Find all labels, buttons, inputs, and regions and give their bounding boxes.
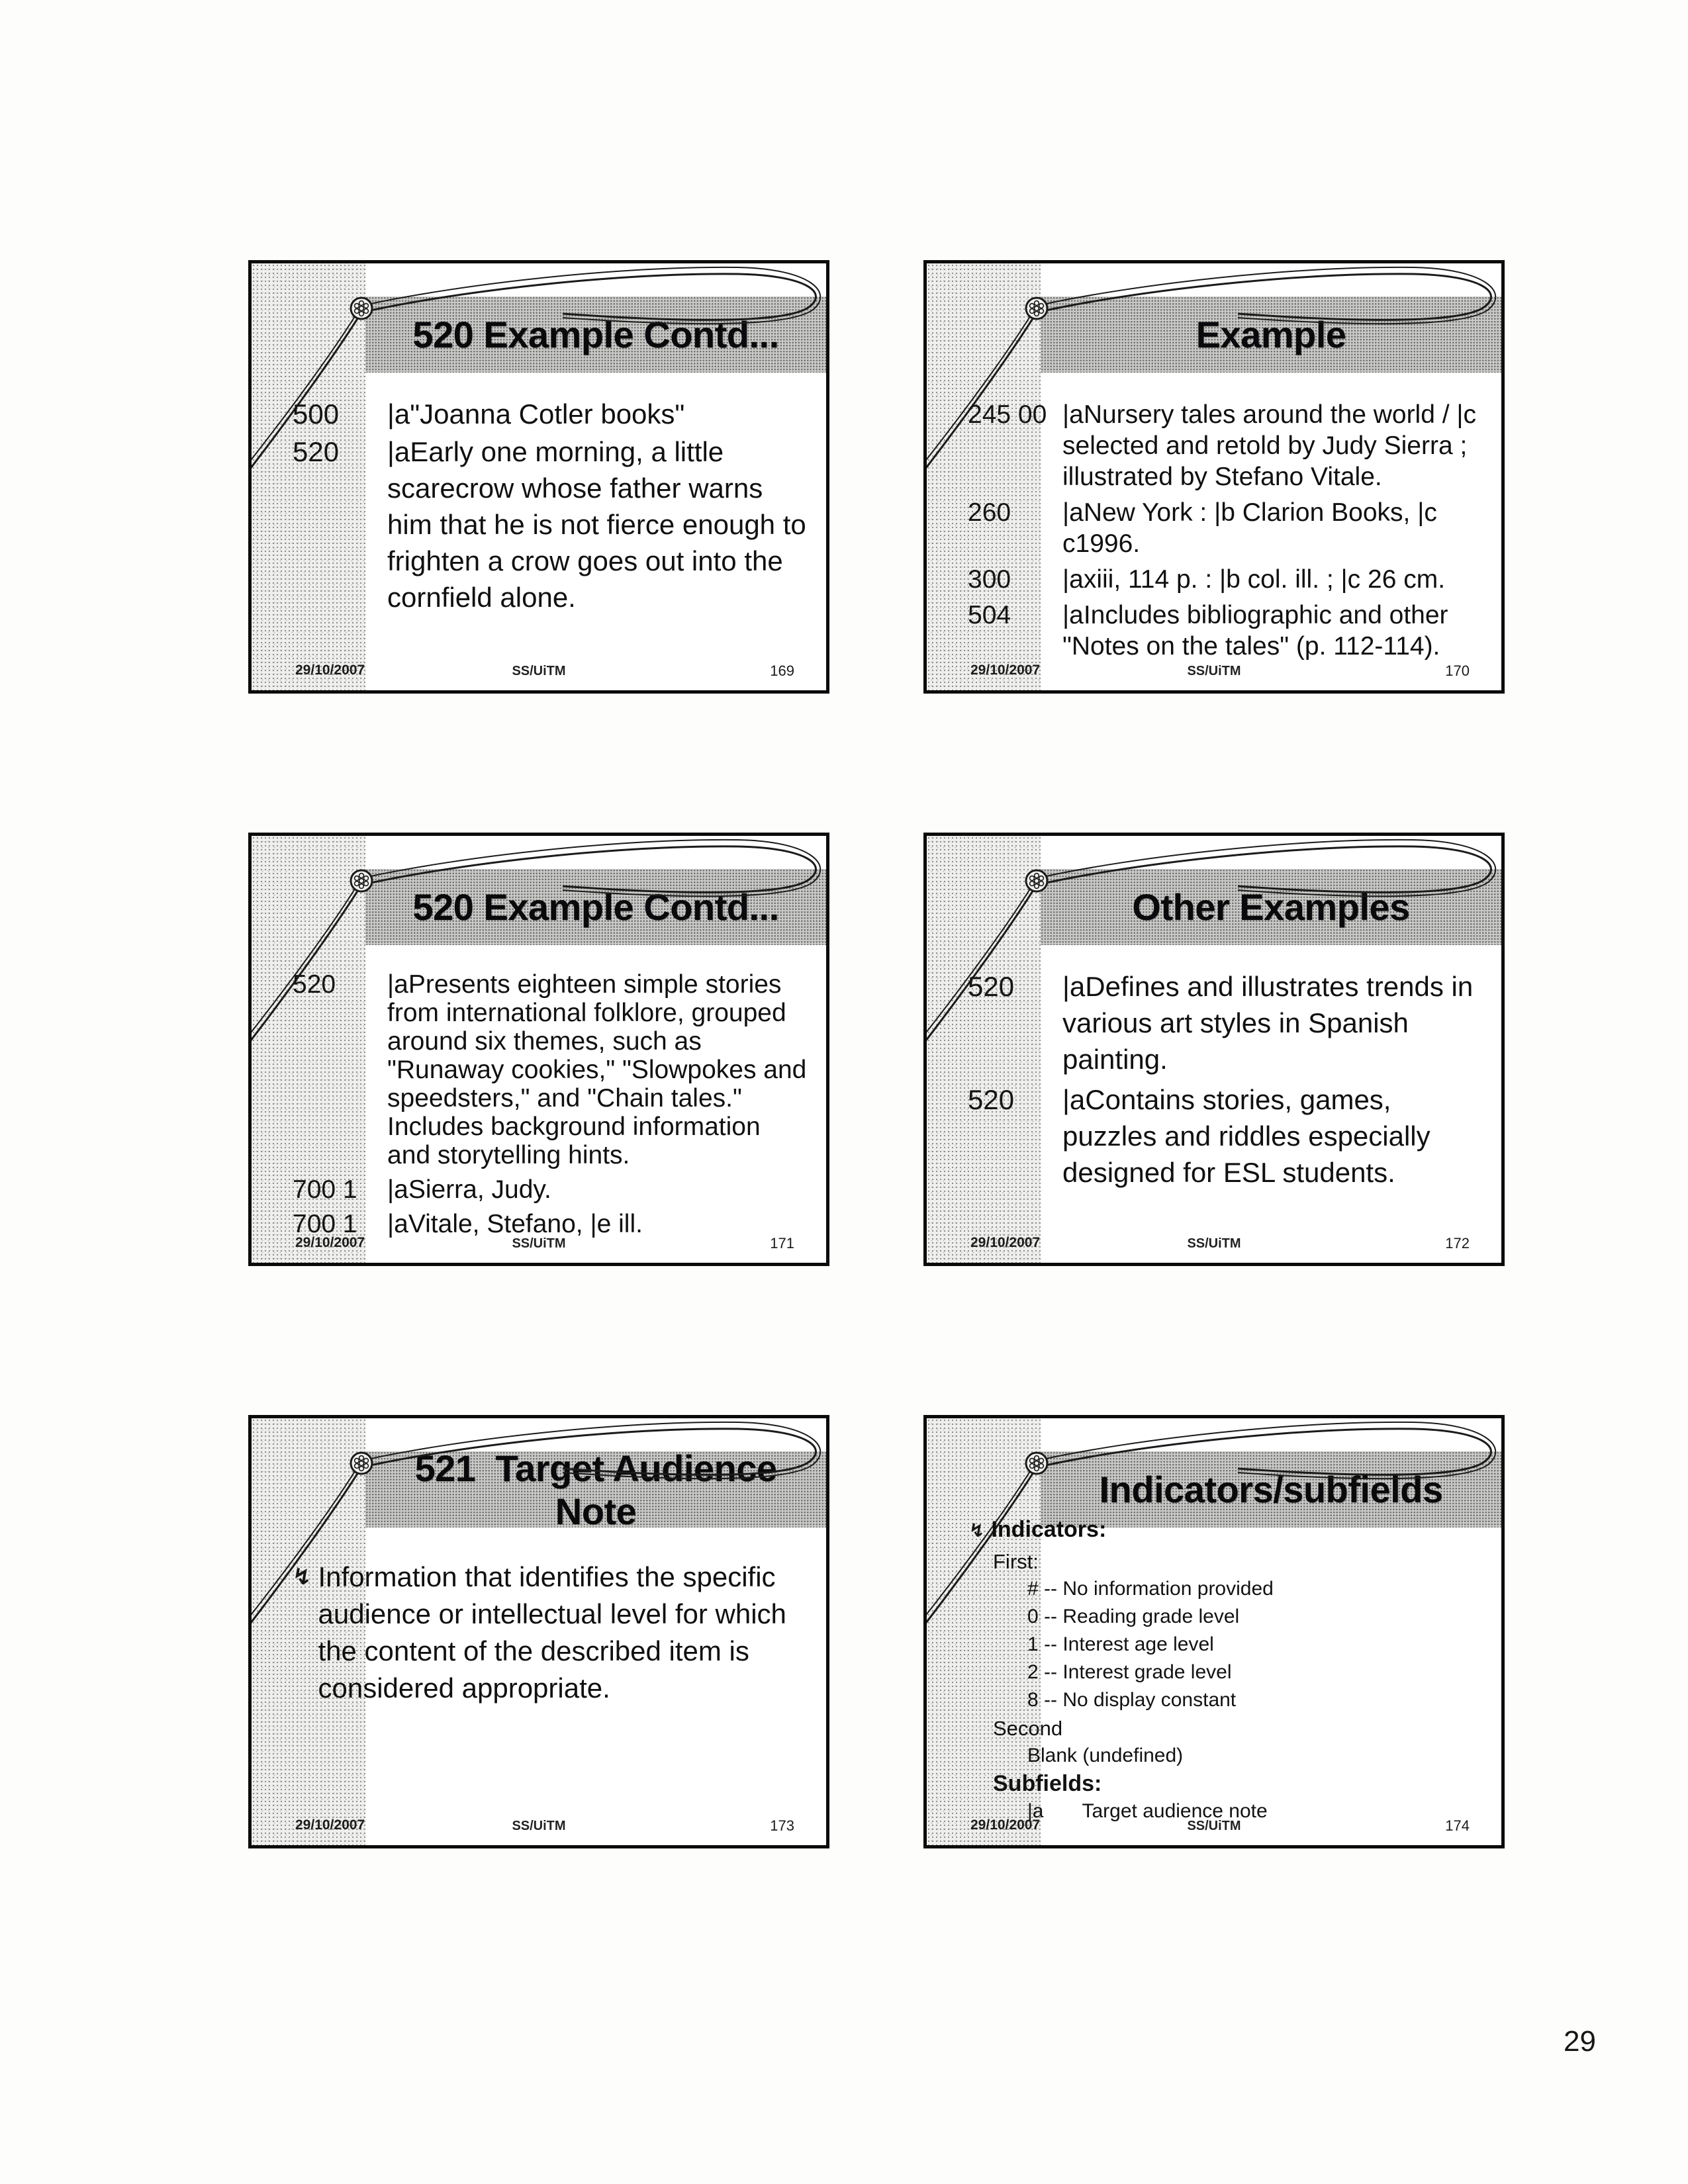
marc-field-list [293,970,809,1238]
title-band [365,869,826,945]
outline-heading-row [969,1516,1489,1544]
marc-tag: 520 [968,1084,1015,1115]
slide-title: 520 Example Contd... [412,886,779,928]
bullet-paragraph [293,1559,801,1707]
footer-date: 29/10/2007 [295,662,365,678]
title-band [365,1447,826,1532]
marc-field-value: |aContains stories, games, puzzles and riddles especially designed for ESL students. [1062,1084,1430,1188]
slide-footer [252,662,826,682]
indicator-item: 0 -- Reading grade level [1027,1606,1240,1627]
footer-slide-number: 173 [770,1817,794,1834]
marc-field-value: |aSierra, Judy. [387,1175,551,1204]
indicator-item: 2 -- Interest grade level [1027,1661,1232,1683]
slide-title: Example [1196,314,1346,355]
footer-slide-number: 172 [1445,1235,1470,1251]
subfields-heading: Subfields: [993,1771,1102,1796]
footer-org: SS/UiTM [512,1819,566,1833]
footer-date: 29/10/2007 [970,1235,1041,1250]
slide-footer [927,662,1501,682]
slide-title: 520 Example Contd... [412,314,779,355]
slide-title: Indicators/subfields [1099,1469,1443,1510]
indicator-item: # -- No information provided [1027,1578,1274,1600]
marc-tag: 700 1 [293,1175,357,1204]
title-band [1041,869,1501,945]
slide-title: Other Examples [1132,886,1410,928]
subfield-code: |a [1027,1800,1044,1822]
slide-172 [923,833,1505,1266]
footer-org: SS/UiTM [1187,1819,1241,1833]
marc-field-list [293,396,809,615]
title-band [1041,296,1501,373]
page-number: 29 [1564,2025,1596,2058]
slide-footer [927,1235,1501,1255]
footer-date: 29/10/2007 [970,1817,1041,1833]
marc-tag: 300 [968,565,1011,594]
marc-field-value: |aNursery tales around the world / |c selected and retold by Judy Sierra ; illustrated by Stefano Vitale. [1062,400,1477,491]
bullet-arrow-icon: ↯ [293,1565,312,1590]
footer-date: 29/10/2007 [970,662,1041,678]
indicator-item: Blank (undefined) [1027,1745,1184,1766]
footer-date: 29/10/2007 [295,1817,365,1833]
marc-field-list [968,968,1484,1191]
marc-field-value: |aNew York : |b Clarion Books, |c c1996. [1062,498,1437,558]
footer-slide-number: 171 [770,1235,794,1251]
first-indicator-label: First: [993,1550,1039,1573]
footer-org: SS/UiTM [1187,664,1241,678]
indicators-outline [969,1516,1489,1827]
footer-slide-number: 174 [1445,1817,1470,1834]
slide-170 [923,260,1505,694]
slide-footer [252,1235,826,1255]
subfield-description: Target audience note [1082,1800,1268,1822]
slide-174 [923,1415,1505,1848]
marc-field-value: |a"Joanna Cotler books" [387,398,685,430]
slide-footer [252,1817,826,1837]
title-band [365,296,826,373]
second-indicator-label: Second [993,1717,1063,1740]
marc-tag: 260 [968,498,1011,527]
marc-field-value: |aDefines and illustrates trends in various art styles in Spanish painting. [1062,971,1474,1075]
indicator-item: 8 -- No display constant [1027,1689,1237,1711]
bullet-arrow-icon: ↯ [969,1520,985,1541]
footer-slide-number: 170 [1445,662,1470,679]
marc-tag: 520 [293,436,340,467]
slide-169 [248,260,829,694]
footer-slide-number: 169 [770,662,794,679]
marc-field-value: |aPresents eighteen simple stories from international folklore, grouped around six themes, such as "Runaway cookies," "Slowpokes and speedsters," and "Chain tales." Includes background information and storytelling hints. [387,970,807,1169]
footer-org: SS/UiTM [1187,1236,1241,1251]
slide-title: 521 Target Audience Note [414,1447,787,1532]
marc-field-list [968,399,1484,662]
marc-field-value: |aVitale, Stefano, |e ill. [387,1210,643,1238]
marc-tag: 700 1 [293,1210,357,1238]
indicator-item: 1 -- Interest age level [1027,1633,1214,1655]
indicators-heading: Indicators: [991,1517,1107,1542]
bullet-text: Information that identifies the specific audience or intellectual level for which the content of the described item is considered appropriate. [318,1561,786,1704]
slide-footer [927,1817,1501,1837]
marc-tag: 245 00 [968,400,1047,429]
marc-field-value: |aIncludes bibliographic and other "Notes on the tales" (p. 112-114). [1062,601,1448,660]
marc-tag: 520 [293,970,336,999]
footer-date: 29/10/2007 [295,1235,365,1250]
footer-org: SS/UiTM [512,664,566,678]
marc-field-value: |axiii, 114 p. : |b col. ill. ; |c 26 cm. [1062,565,1446,594]
slide-171 [248,833,829,1266]
slide-173 [248,1415,829,1848]
marc-tag: 520 [968,971,1015,1002]
marc-tag: 500 [293,398,340,430]
marc-field-value: |aEarly one morning, a little scarecrow whose father warns him that he is not fierce enough to frighten a crow goes out into the cornfield alone. [387,436,806,613]
marc-tag: 504 [968,601,1011,629]
footer-org: SS/UiTM [512,1236,566,1251]
